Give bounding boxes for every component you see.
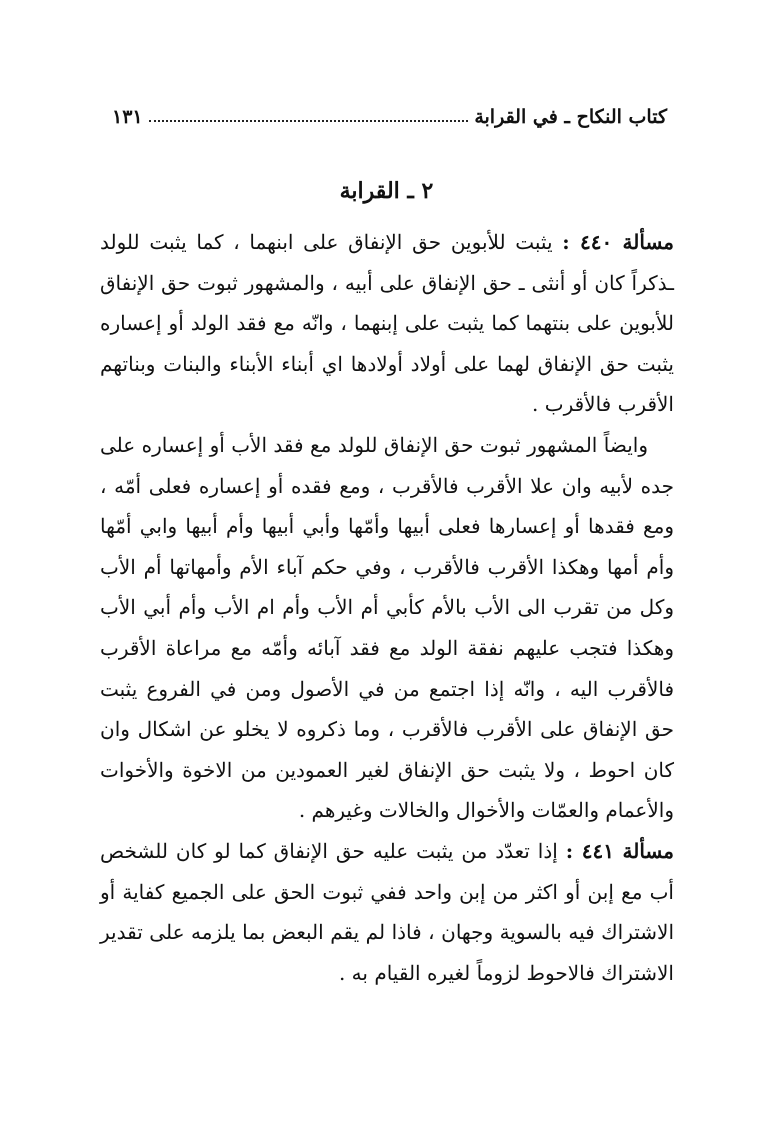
paragraph-continuation [100,425,674,831]
body-text [100,222,674,993]
issue-label: مسألة ٤٤٠ : [562,230,675,254]
chapter-title: كتاب النكاح ـ في القرابة [474,106,667,128]
paragraph-issue-441 [100,831,674,993]
page-number: ١٣١ [112,106,143,128]
issue-label: مسألة ٤٤١ : [565,838,674,863]
leader-dots [149,119,469,122]
running-header [112,96,667,128]
paragraph-text: يثبت للأبوين حق الإنفاق على ابنهما ، كما يثبت للولد ـذكراً كان أو أنثى ـ حق الإنفاق على أبيه ، والمشهور ثبوت حق الإنفاق للأبوين على بنتهما كما يثبت على إبنهما ، وانّه مع فقد الولد أو إعساره يثبت حق الإنفاق لهما على أولاد أولادها اي أبناء الأبناء والبنات وبناتهم الأقرب فالأقرب . [100,230,674,417]
paragraph-issue-440 [100,222,674,425]
paragraph-text: إذا تعدّد من يثبت عليه حق الإنفاق كما لو كان للشخص أب مع إبن أو اكثر من إبن واحد ففي ثبوت الحق على الجميع كفاية أو الاشتراك فيه بالسوية وجهان ، فاذا لم يقم البعض بما يلزمه على تقدير الاشتراك فالاحوط لزوماً لغيره القيام به . [100,838,674,985]
section-heading: ٢ ـ القرابة [339,178,434,204]
paragraph-text: وايضاً المشهور ثبوت حق الإنفاق للولد مع فقد الأب أو إعساره على جده لأبيه وان علا الأقرب فالأقرب ، ومع فقده أو إعساره فعلى أمّه ، ومع فقدها أو إعسارها فعلى أبيها وأمّها وأبي أبيها وأم أبيها وابي أمّها وأم أمها وهكذا الأقرب فالأقرب ، وفي حكم آباء الأم وأمهاتها أم الأب وكل من تقرب الى الأب بالأم كأبي أم الأب وأم ام الأب وأم أبي الأب وهكذا فتجب عليهم نفقة الولد مع فقد آبائه وأمّه مع مراعاة الأقرب فالأقرب اليه ، وانّه إذا اجتمع من في الأصول ومن في الفروع يثبت حق الإنفاق على الأقرب فالأقرب ، وما ذكروه لا يخلو عن اشكال وان كان احوط ، ولا يثبت حق الإنفاق لغير العمودين من الاخوة والأخوات والأعمام والعمّات والأخوال والخالات وغيرهم . [100,432,674,823]
